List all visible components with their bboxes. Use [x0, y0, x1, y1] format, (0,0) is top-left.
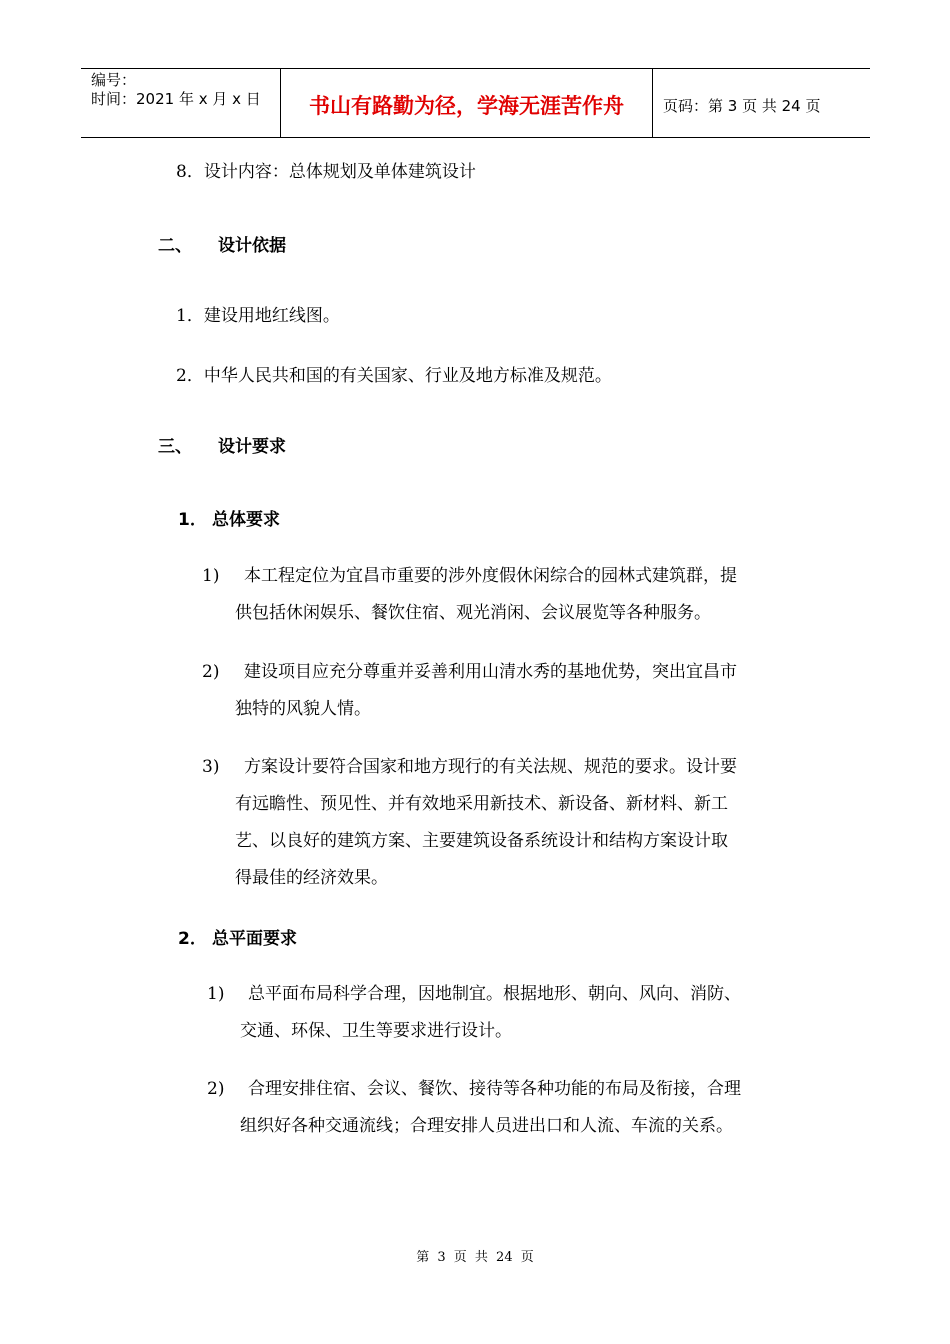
general-requirement-2: [202, 654, 822, 728]
section-title: 设计要求: [218, 437, 286, 457]
paragraph-line: 本工程定位为宜昌市重要的涉外度假休闲综合的园林式建筑群，提: [244, 566, 737, 586]
paragraph-line: 总平面布局科学合理，因地制宜。根据地形、朝向、风向、消防、: [248, 984, 741, 1004]
subsection-number: 1．: [178, 510, 207, 530]
subsection-heading-site-plan: [178, 927, 297, 951]
paragraph-line: 交通、环保、卫生等要求进行设计。: [240, 1021, 512, 1041]
list-marker: 1): [202, 566, 220, 586]
paragraph-line: 建设项目应充分尊重并妥善利用山清水秀的基地优势，突出宜昌市: [244, 662, 737, 682]
site-requirement-1: [207, 976, 827, 1050]
section-title: 设计依据: [218, 236, 286, 256]
section-heading-requirements: [158, 435, 286, 459]
subsection-title: 总平面要求: [212, 929, 297, 949]
paragraph-line: 独特的风貌人情。: [235, 699, 371, 719]
list-marker: 3): [202, 757, 220, 777]
header-page-info: 页码：第 3 页 共 24 页: [663, 96, 821, 115]
paragraph-line: 方案设计要符合国家和地方现行的有关法规、规范的要求。设计要: [244, 757, 737, 777]
paragraph-line: 合理安排住宿、会议、餐饮、接待等各种功能的布局及衔接，合理: [248, 1079, 741, 1099]
basis-item-2: 2．中华人民共和国的有关国家、行业及地方标准及规范。: [176, 366, 612, 386]
section-heading-basis: [158, 234, 286, 258]
header-motto: 书山有路勤为径，学海无涯苦作舟: [281, 69, 653, 137]
basis-item-1: 1．建设用地红线图。: [176, 306, 340, 326]
page-footer: 第 3 页 共 24 页: [416, 1250, 534, 1265]
design-content-line: 8．设计内容：总体规划及单体建筑设计: [176, 162, 476, 182]
section-number: 二、: [158, 236, 192, 256]
list-marker: 2): [207, 1079, 225, 1099]
paragraph-line: 得最佳的经济效果。: [235, 868, 388, 888]
list-marker: 1): [207, 984, 225, 1004]
list-marker: 2): [202, 662, 220, 682]
header-number-label: 编号：: [91, 71, 137, 89]
paragraph-line: 组织好各种交通流线；合理安排人员进出口和人流、车流的关系。: [240, 1116, 733, 1136]
subsection-number: 2．: [178, 929, 207, 949]
header-date: 时间：2021 年 x 月 x 日: [91, 90, 261, 108]
general-requirement-1: [202, 558, 822, 632]
general-requirement-3: [202, 749, 822, 897]
paragraph-line: 有远瞻性、预见性、并有效地采用新技术、新设备、新材料、新工: [235, 794, 728, 814]
header-meta: [81, 69, 281, 137]
section-number: 三、: [158, 437, 192, 457]
paragraph-line: 供包括休闲娱乐、餐饮住宿、观光消闲、会议展览等各种服务。: [235, 603, 711, 623]
page-header: [81, 68, 870, 138]
subsection-heading-general: [178, 508, 280, 532]
paragraph-line: 艺、以良好的建筑方案、主要建筑设备系统设计和结构方案设计取: [235, 831, 728, 851]
subsection-title: 总体要求: [212, 510, 280, 530]
site-requirement-2: [207, 1071, 827, 1145]
